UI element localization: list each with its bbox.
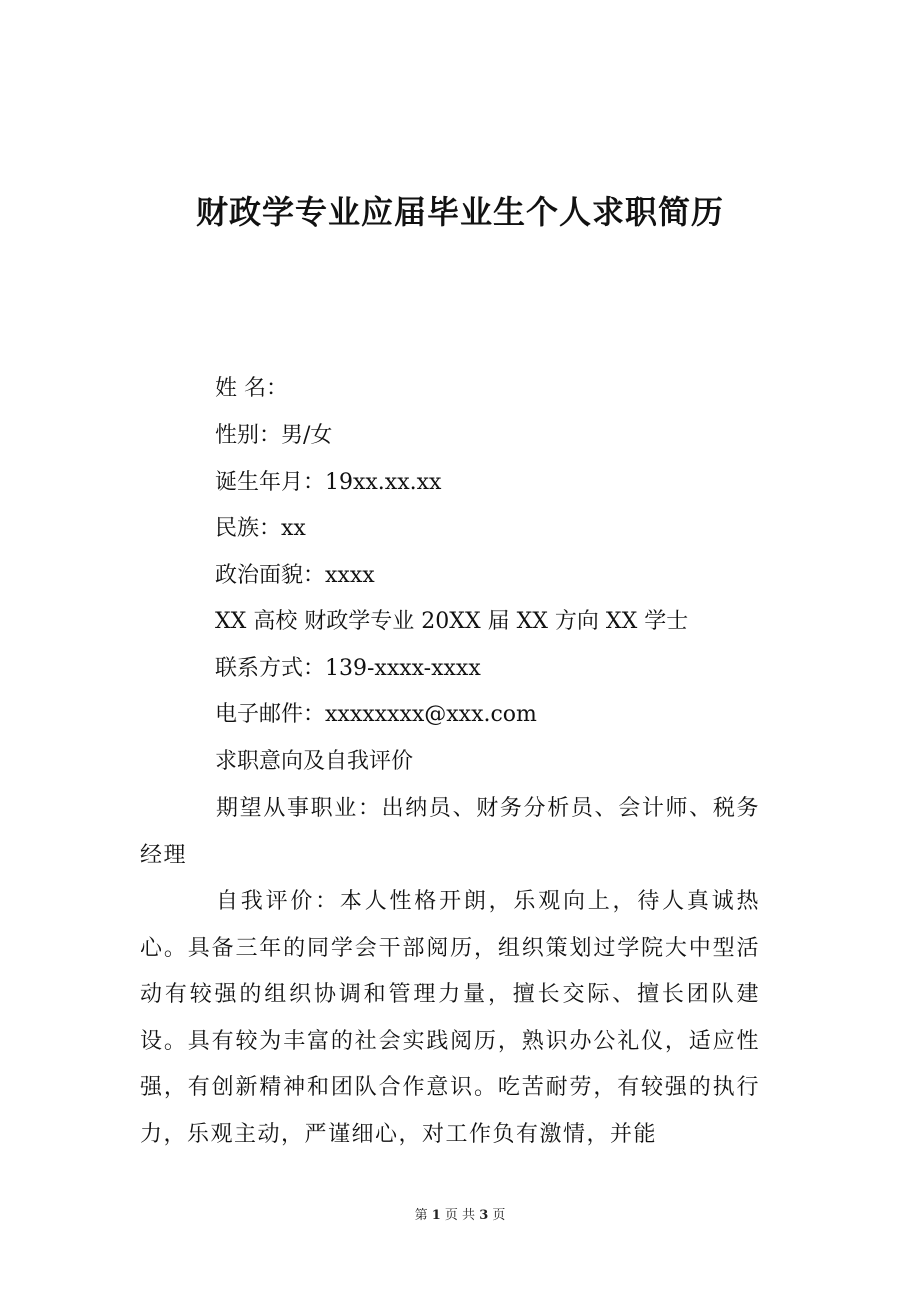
footer-suffix: 页 <box>492 1208 506 1223</box>
footer-total-pages: 3 <box>479 1208 489 1223</box>
info-ethnicity: 民族：xx <box>215 516 306 541</box>
paragraph-self-evaluation: 自我评价：本人性格开朗，乐观向上，待人真诚热心。具备三年的同学会干部阅历，组织策划过学院大中型活动有较强的组织协调和管理力量，擅长交际、擅长团队建设。具有较为丰富的社会实践阅历，熟识办公礼仪，适应性强，有创新精神和团队合作意识。吃苦耐劳，有较强的执行力，乐观主动，严谨细心，对工作负有激情，并能 <box>140 889 760 1147</box>
info-education: XX 高校 财政学专业 20XX 届 XX 方向 XX 学士 <box>215 609 689 634</box>
info-name: 姓 名： <box>215 376 288 401</box>
info-phone: 联系方式：139-xxxx-xxxx <box>215 656 481 681</box>
info-email: 电子邮件：xxxxxxxx@xxx.com <box>215 702 537 727</box>
footer-prefix: 第 <box>414 1208 428 1223</box>
info-gender: 性别：男/女 <box>215 423 333 448</box>
info-political-status: 政治面貌：xxxx <box>215 563 375 588</box>
document-title: 财政学专业应届毕业生个人求职简历 <box>195 193 724 231</box>
section-heading-intent: 求职意向及自我评价 <box>215 749 414 774</box>
footer-current-page: 1 <box>431 1208 441 1223</box>
page-footer <box>0 1206 920 1226</box>
paragraph-career-intent: 期望从事职业：出纳员、财务分析员、会计师、税务经理 <box>140 796 760 868</box>
info-birth-date: 诞生年月：19xx.xx.xx <box>215 470 442 495</box>
footer-middle: 页 共 <box>444 1208 476 1223</box>
